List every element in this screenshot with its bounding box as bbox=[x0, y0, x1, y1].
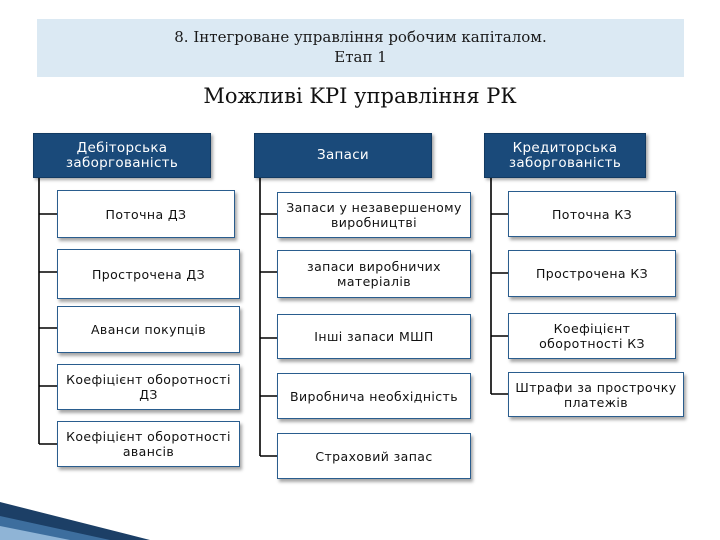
kpi-safety-stock: Страховий запас bbox=[277, 433, 471, 479]
kpi-overdue-payables: Прострочена КЗ bbox=[508, 250, 676, 297]
slide-title: 8. Інтегроване управління робочим капіталом. bbox=[174, 28, 547, 46]
kpi-wip-inventory: Запаси у незавершеному виробництві bbox=[277, 192, 471, 238]
slide-stage: Етап 1 bbox=[334, 48, 387, 66]
kpi-current-receivables: Поточна ДЗ bbox=[57, 190, 235, 238]
kpi-overdue-receivables: Прострочена ДЗ bbox=[57, 249, 240, 299]
header-payables: Кредиторська заборгованість bbox=[484, 133, 646, 178]
decorative-corner-swoosh bbox=[0, 450, 150, 540]
kpi-payables-turnover: Коефіцієнт оборотності КЗ bbox=[508, 313, 676, 359]
kpi-other-inventory: Інші запаси МШП bbox=[277, 314, 471, 359]
kpi-materials-inventory: запаси виробничих матеріалів bbox=[277, 250, 471, 298]
header-receivables: Дебіторська заборгованість bbox=[33, 133, 211, 178]
header-inventory: Запаси bbox=[254, 133, 432, 178]
kpi-customer-advances: Аванси покупців bbox=[57, 306, 240, 353]
kpi-current-payables: Поточна КЗ bbox=[508, 191, 676, 237]
diagram-title: Можливі KPI управління РК bbox=[203, 84, 517, 108]
kpi-production-need: Виробнича необхідність bbox=[277, 373, 471, 419]
kpi-receivables-turnover: Коефіцієнт оборотності ДЗ bbox=[57, 364, 240, 410]
kpi-late-payment-penalties: Штрафи за прострочку платежів bbox=[508, 372, 684, 417]
kpi-advances-turnover: Коефіцієнт оборотності авансів bbox=[57, 421, 240, 467]
